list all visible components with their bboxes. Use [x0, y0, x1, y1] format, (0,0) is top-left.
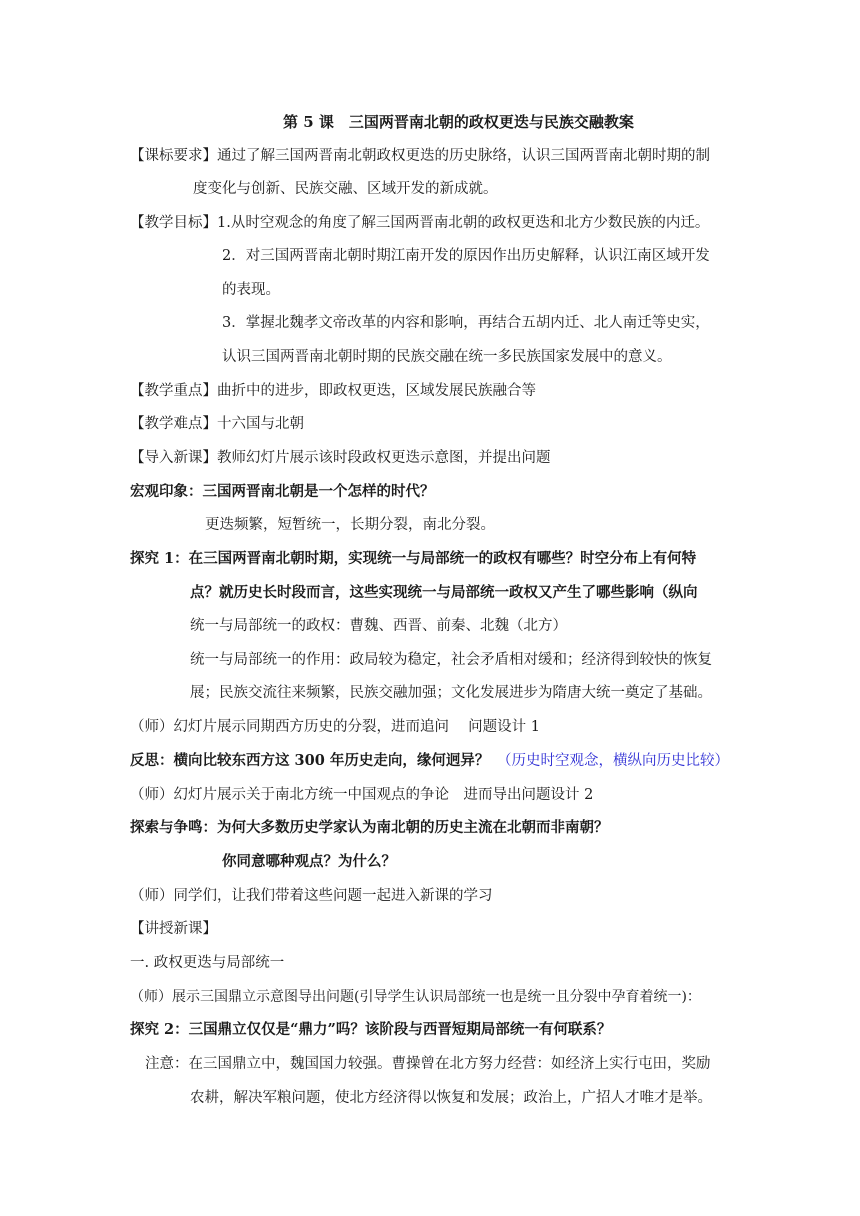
paragraph-line: （师）幻灯片展示关于南北方统一中国观点的争论 进而导出问题设计 2: [130, 787, 594, 803]
paragraph-line: 【导入新课】教师幻灯片展示该时段政权更迭示意图，并提出问题: [130, 450, 551, 466]
section-heading: 你同意哪种观点？为什么？: [222, 853, 396, 870]
paragraph-line: 展；民族交流往来频繁，民族交融加强；文化发展进步为隋唐大统一奠定了基础。: [190, 685, 712, 701]
section-heading: 反思：横向比较东西方这 300 年历史走向，缘何迥异？: [130, 752, 490, 769]
paragraph-line: 认识三国两晋南北朝时期的民族交融在统一多民族国家发展中的意义。: [222, 349, 672, 365]
section-heading: 点？就历史长时段而言，这些实现统一与局部统一政权又产生了哪些影响（纵向: [190, 584, 698, 601]
paragraph-line: （师）幻灯片展示同期西方历史的分裂，进而追问 问题设计 1: [130, 719, 540, 735]
paragraph-line: 【教学难点】十六国与北朝: [130, 416, 304, 432]
paragraph-line: （师）同学们，让我们带着这些问题一起进入新课的学习: [130, 888, 493, 904]
paragraph-line: 【讲授新课】: [130, 921, 217, 937]
paragraph-line: 2．对三国两晋南北朝时期江南开发的原因作出历史解释，认识江南区域开发: [222, 248, 710, 264]
paragraph-line: 更迭频繁，短暂统一，长期分裂，南北分裂。: [205, 517, 495, 533]
section-heading: 探究 2：三国鼎立仅仅是“鼎力”吗？该阶段与西晋短期局部统一有何联系？: [130, 1021, 612, 1038]
paragraph-line: 统一与局部统一的政权：曹魏、西晋、前秦、北魏（北方）: [190, 618, 567, 634]
paragraph-line: 【教学重点】曲折中的进步，即政权更迭，区域发展民族融合等: [130, 383, 536, 399]
paragraph-line: 度变化与创新、民族交融、区域开发的新成就。: [193, 181, 498, 197]
paragraph-line: 3．掌握北魏孝文帝改革的内容和影响，再结合五胡内迁、北人南迁等史实，: [222, 315, 710, 331]
section-heading: 宏观印象：三国两晋南北朝是一个怎样的时代？: [130, 483, 435, 500]
paragraph-line: 统一与局部统一的作用：政局较为稳定，社会矛盾相对缓和；经济得到较快的恢复: [190, 652, 712, 668]
paragraph-line: 【课标要求】通过了解三国两晋南北朝政权更迭的历史脉络，认识三国两晋南北朝时期的制: [130, 148, 710, 164]
paragraph-line: 农耕，解决军粮问题，使北方经济得以恢复和发展；政治上，广招人才唯才是举。: [190, 1090, 712, 1106]
paragraph-line: （师）展示三国鼎立示意图导出问题(引导学生认识局部统一也是统一且分裂中孕育着统一)：: [130, 989, 701, 1005]
paragraph-line: 的表现。: [222, 282, 280, 298]
paragraph-line: 一. 政权更迭与局部统一: [130, 955, 285, 971]
section-heading: 探索与争鸣：为何大多数历史学家认为南北朝的历史主流在北朝而非南朝？: [130, 819, 609, 836]
paragraph-line: 注意：在三国鼎立中，魏国国力较强。曹操曾在北方努力经营：如经济上实行屯田，奖励: [145, 1056, 711, 1072]
paragraph-line: 【教学目标】1.从时空观念的角度了解三国两晋南北朝的政权更迭和北方少数民族的内迁。: [130, 215, 710, 231]
page-title: 第 5 课 三国两晋南北朝的政权更迭与民族交融教案: [283, 113, 634, 131]
annotation-note: （历史时空观念，横纵向历史比较）: [497, 753, 729, 769]
section-heading: 探究 1：在三国两晋南北朝时期，实现统一与局部统一的政权有哪些？时空分布上有何特: [130, 550, 697, 567]
